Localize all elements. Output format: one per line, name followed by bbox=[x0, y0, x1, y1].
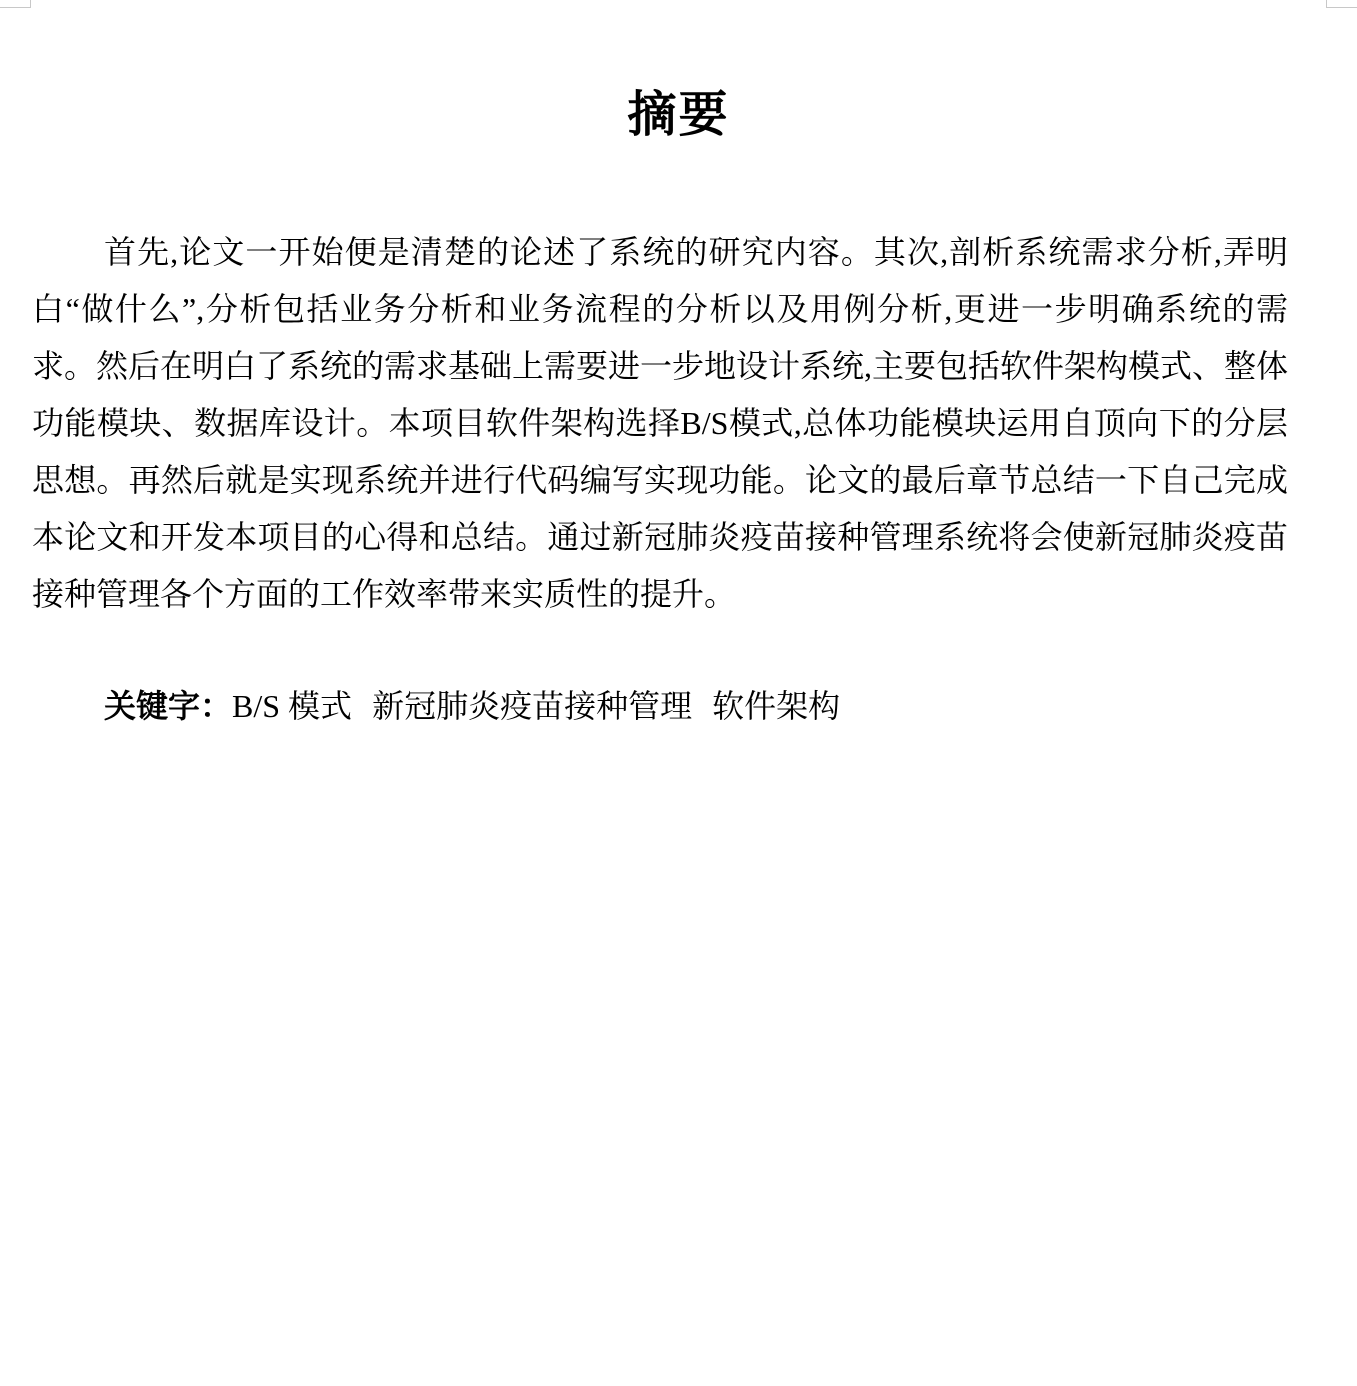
keywords-line bbox=[104, 678, 860, 735]
crop-mark-top-left bbox=[0, 0, 31, 8]
keyword-item: 新冠肺炎疫苗接种管理 bbox=[372, 688, 693, 724]
page-title: 摘要 bbox=[627, 86, 730, 143]
abstract-paragraph: 首先,论文一开始便是清楚的论述了系统的研究内容。其次,剖析系统需求分析,弄明白“做什么”,分析包括业务分析和业务流程的分析以及用例分析,更进一步明确系统的需求。然后在明白了系统的需求基础上需要进一步地设计系统,主要包括软件架构模式、整体功能模块、数据库设计。本项目软件架构选择B/S模式,总体功能模块运用自顶向下的分层思想。再然后就是实现系统并进行代码编写实现功能。论文的最后章节总结一下自己完成本论文和开发本项目的心得和总结。通过新冠肺炎疫苗接种管理系统将会使新冠肺炎疫苗接种管理各个方面的工作效率带来实质性的提升。 bbox=[32, 234, 1289, 612]
keyword-item: 软件架构 bbox=[712, 688, 841, 724]
keywords-label: 关键字： bbox=[104, 688, 233, 724]
keyword-item: B/S 模式 bbox=[232, 688, 353, 724]
crop-mark-top-right bbox=[1326, 0, 1357, 8]
